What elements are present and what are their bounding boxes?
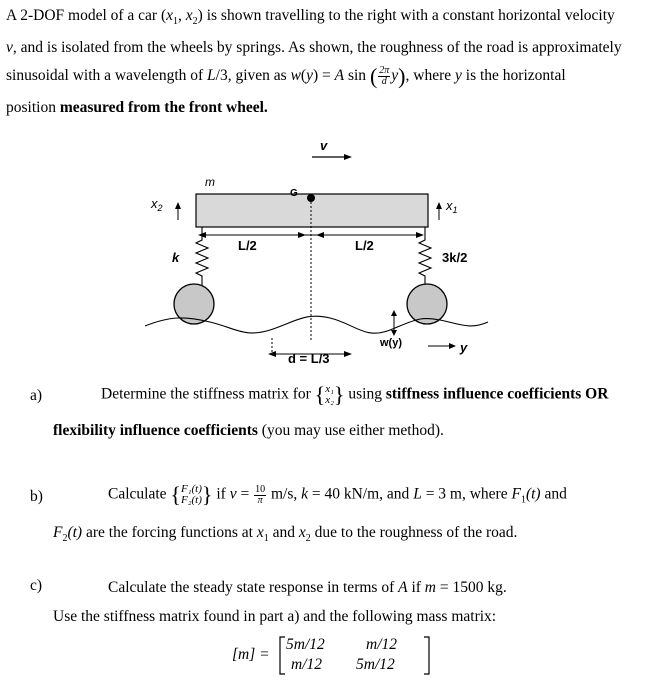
intro-line-1: A 2-DOF model of a car ($x_1$, $x_2$) is shown travelling to the right with a constant horizontal velocity (6, 7, 615, 28)
mass-matrix-m22: 5m/12 (356, 656, 395, 673)
mass-matrix-m11: 5m/12 (286, 636, 325, 653)
part-c-line-2: Use the stiffness matrix found in part a) and the following mass matrix: (53, 608, 497, 625)
left-half-label: L/2 (238, 238, 257, 253)
mass-matrix-m12: m/12 (366, 636, 397, 653)
cg-label: G (290, 188, 298, 199)
right-half-label: L/2 (355, 238, 374, 253)
part-a-line-1: Determine the stiffness matrix for { x₁ x₂ } using stiffness influence coefficients OR (101, 382, 609, 407)
right-spring-label: 3k/2 (442, 250, 468, 265)
intro-line-3: sinusoidal with a wavelength of L/3, given as w(y) = A sin ( $\frac{2\pi}{d}$ y), where y is the horizontal (6, 63, 566, 89)
intro-line-2: v, and is isolated from the wheels by springs. As shown, the roughness of the road is approximately (6, 39, 622, 56)
road-height-label: w(y) (380, 337, 402, 349)
velocity-label: v (320, 138, 328, 153)
x1-label: $x_1$ (446, 198, 458, 215)
mass-matrix-m21: m/12 (291, 656, 322, 673)
part-b-label: b) (30, 488, 43, 505)
velocity-arrowhead (344, 154, 352, 160)
part-b-line-2: $F_2(t)$ are the forcing functions at $x_1$ and $x_2$ due to the roughness of the road. (53, 524, 518, 545)
intro-line-4: position measured from the front wheel. (6, 99, 268, 116)
part-b-line-1: Calculate { F₁(t) F₂(t) } if v = $\frac{10}{\pi}$ m/s, k = 40 kN/m, and L = 3 m, where $F_1(t)$ and (108, 482, 567, 507)
wavelength-label: d = L/3 (288, 351, 330, 366)
part-a-line-2: flexibility influence coefficients (you may use either method). (53, 422, 444, 439)
mass-label: m (205, 175, 215, 189)
y-axis-label: y (460, 340, 468, 355)
cg-dot (307, 194, 315, 202)
x2-label: $x_2$ (151, 196, 163, 213)
left-spring (196, 227, 208, 285)
mass-matrix-lhs: [m] = (232, 646, 270, 663)
part-c-label: c) (30, 577, 43, 594)
left-spring-label: k (172, 250, 180, 265)
part-c-line-1: Calculate the steady state response in terms of A if m = 1500 kg. (108, 579, 507, 596)
part-a-label: a) (30, 387, 43, 404)
